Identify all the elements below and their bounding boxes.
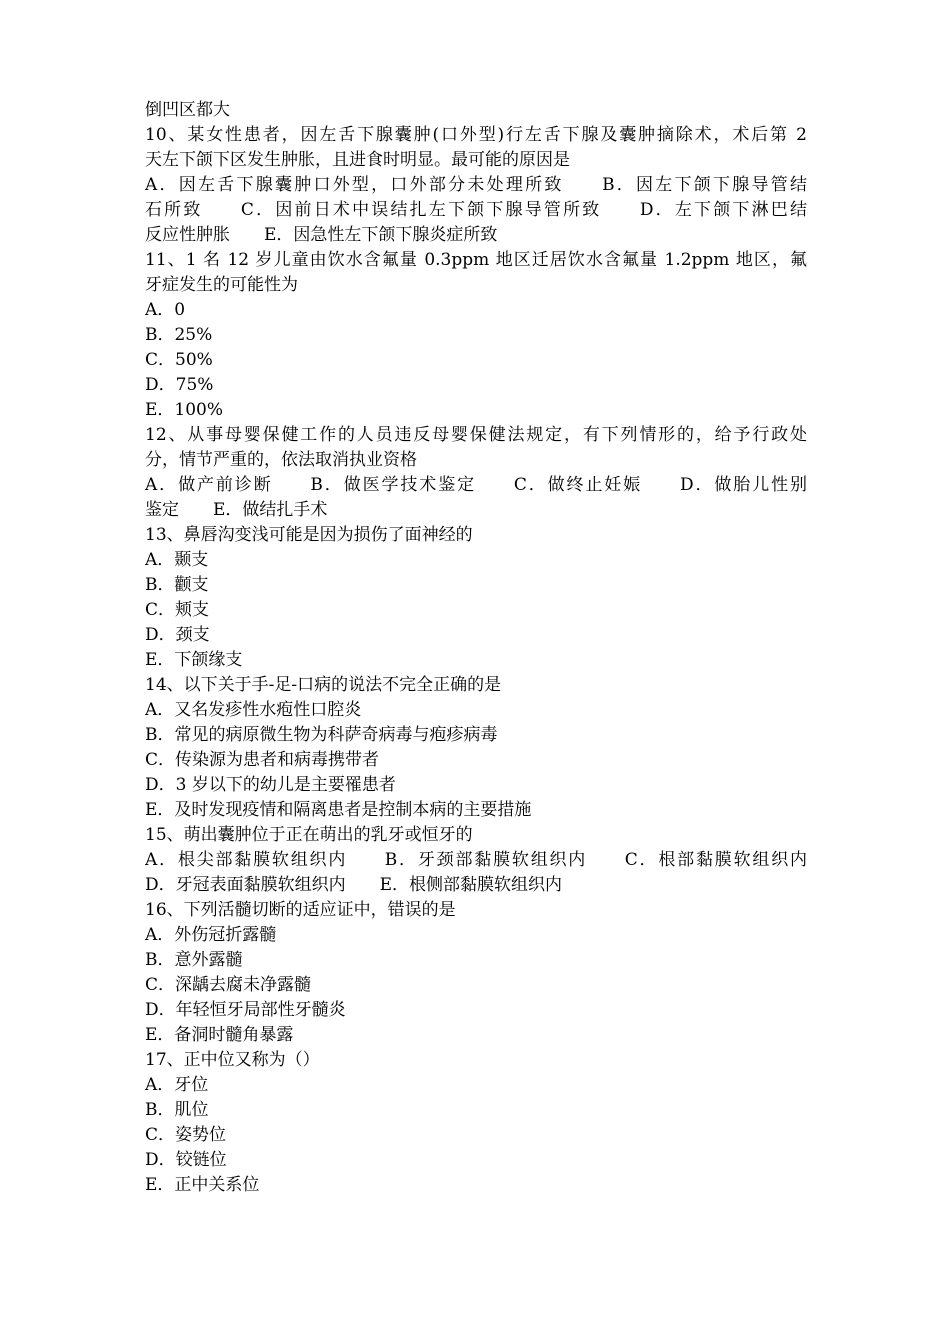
option-e: E．备洞时髓角暴露 [145,1025,294,1045]
question-16-stem: 16、下列活髓切断的适应证中，错误的是 [145,900,456,920]
text-line: 天左下颌下区发生肿胀，且进食时明显。最可能的原因是 [145,150,570,170]
question-15-options: A．根尖部黏膜软组织内 B．牙颈部黏膜软组织内 C．根部黏膜软组织内 [145,850,807,870]
question-17-stem: 17、正中位又称为（） [145,1050,320,1070]
question-10-options: 反应性肿胀 E．因急性左下颌下腺炎症所致 [145,225,498,245]
question-11-stem: 11、1 名 12 岁儿童由饮水含氟量 0.3ppm 地区迁居饮水含氟量 1.2ppm 地区，氟 [145,250,807,270]
option-e: E．下颌缘支 [145,650,243,670]
option-e: E．正中关系位 [145,1175,260,1195]
option-a: A．又名发疹性水疱性口腔炎 [145,700,362,720]
option-d: D．3 岁以下的幼儿是主要罹患者 [145,775,396,795]
text-line: 分，情节严重的，依法取消执业资格 [145,450,417,470]
option-b: B．25% [145,325,213,345]
option-a: A．牙位 [145,1075,209,1095]
question-12-options: 鉴定 E．做结扎手术 [145,500,328,520]
option-a: A．颞支 [145,550,209,570]
option-c: C．50% [145,350,213,370]
option-c: C．颊支 [145,600,210,620]
text-line: 倒凹区都大 [145,100,230,120]
option-d: D．年轻恒牙局部性牙髓炎 [145,1000,346,1020]
question-10-options: 石所致 C．因前日术中误结扎左下颌下腺导管所致 D．左下颌下淋巴结 [145,200,807,220]
option-b: B．常见的病原微生物为科萨奇病毒与疱疹病毒 [145,725,498,745]
option-d: D．75% [145,375,214,395]
question-12-options: A．做产前诊断 B．做医学技术鉴定 C．做终止妊娠 D．做胎儿性别 [145,475,807,495]
question-15-stem: 15、萌出囊肿位于正在萌出的乳牙或恒牙的 [145,825,473,845]
option-d: D．铰链位 [145,1150,227,1170]
option-b: B．意外露髓 [145,950,243,970]
option-a: A．0 [145,300,186,320]
text-line: 牙症发生的可能性为 [145,275,298,295]
option-e: E．100% [145,400,224,420]
question-10-options: A．因左舌下腺囊肿口外型，口外部分未处理所致 B．因左下颌下腺导管结 [145,175,807,195]
option-b: B．肌位 [145,1100,209,1120]
option-c: C．姿势位 [145,1125,227,1145]
option-c: C．传染源为患者和病毒携带者 [145,750,380,770]
question-10-stem: 10、某女性患者，因左舌下腺囊肿(口外型)行左舌下腺及囊肿摘除术，术后第 2 [145,125,807,145]
question-13-stem: 13、鼻唇沟变浅可能是因为损伤了面神经的 [145,525,473,545]
option-b: B．颧支 [145,575,209,595]
question-15-options: D．牙冠表面黏膜软组织内 E．根侧部黏膜软组织内 [145,875,563,895]
option-e: E．及时发现疫情和隔离患者是控制本病的主要措施 [145,800,532,820]
option-a: A．外伤冠折露髓 [145,925,277,945]
document-page [145,98,807,1198]
option-d: D．颈支 [145,625,210,645]
question-12-stem: 12、从事母婴保健工作的人员违反母婴保健法规定，有下列情形的，给予行政处 [145,425,807,445]
option-c: C．深龋去腐未净露髓 [145,975,312,995]
question-14-stem: 14、以下关于手-足-口病的说法不完全正确的是 [145,675,502,695]
